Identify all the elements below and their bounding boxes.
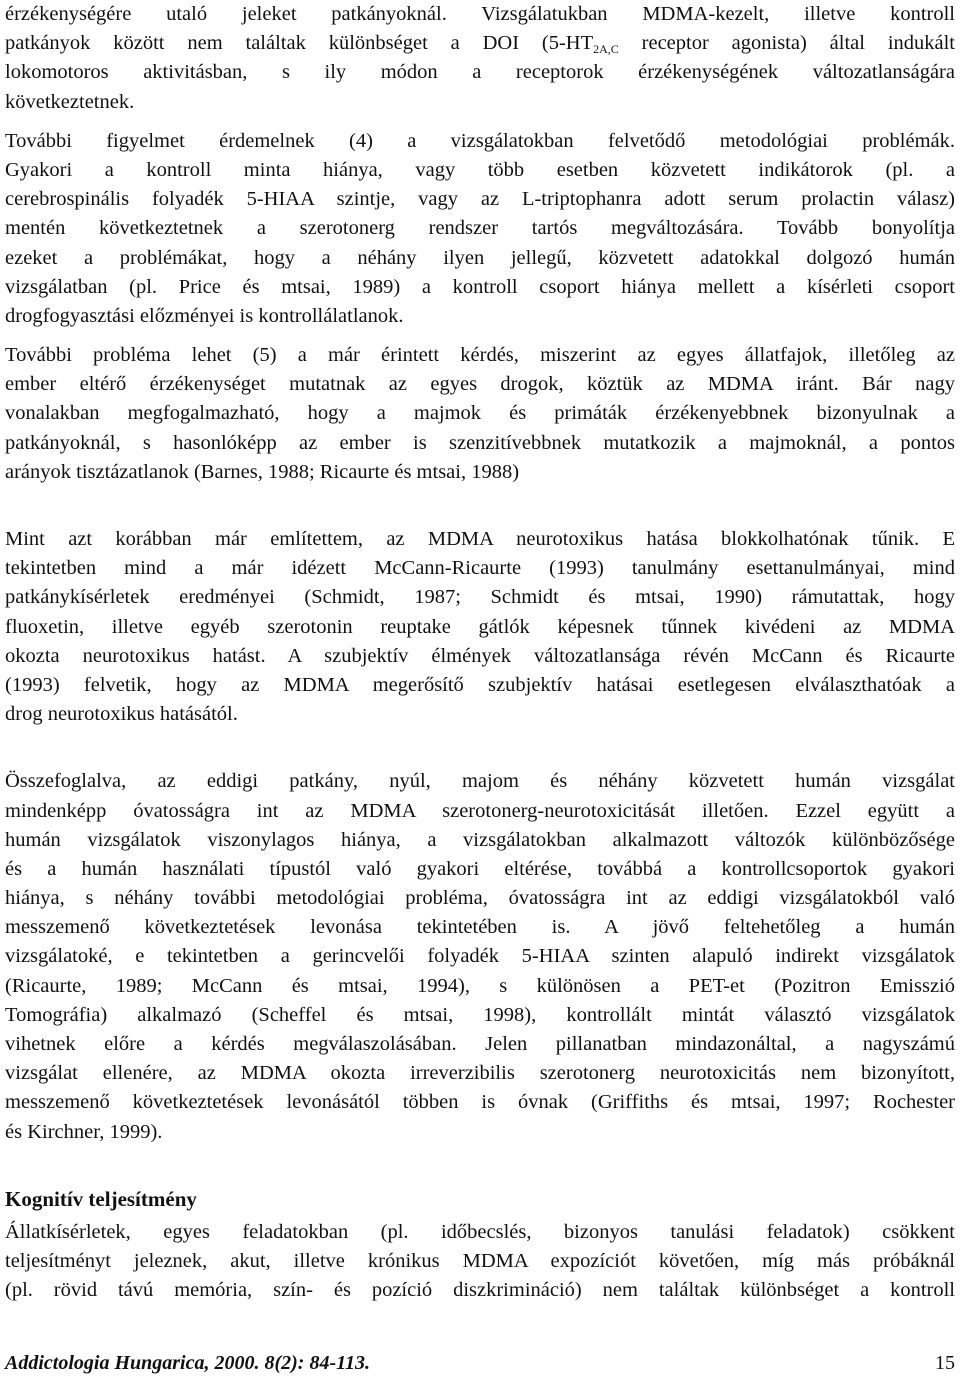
page-number: 15 <box>935 1352 955 1374</box>
document-page <box>5 0 955 1306</box>
text-line: arányok tisztázatlanok (Barnes, 1988; Ricaurte és mtsai, 1988) <box>5 460 520 483</box>
paragraph <box>5 1218 955 1306</box>
text-line: humán vizsgálatok viszonylagos hiánya, a vizsgálatokban alkalmazott változók különbözősége <box>5 828 955 851</box>
text-line: További probléma lehet (5) a már érintett kérdés, miszerint az egyes állatfajok, illetőleg az <box>5 344 955 367</box>
text-line: mentén következtetnek a szerotonerg rendszer tartós megváltozására. Tovább bonyolítja <box>5 217 955 240</box>
paragraph <box>5 525 955 729</box>
paragraph <box>5 767 955 1146</box>
text-line: teljesítményt jeleznek, akut, illetve krónikus MDMA expozíciót követően, míg más próbáknál <box>5 1250 955 1273</box>
text-line: vizsgálatoké, e tekintetben a gerincvelői folyadék 5-HIAA szinten alapuló indirekt vizsgálatok <box>5 945 955 968</box>
journal-issue-pages: (2): 84-113. <box>274 1352 371 1374</box>
text-line: (pl. rövid távú memória, szín- és pozíció diszkrimináció) nem találtak különbséget a kontroll <box>5 1279 955 1302</box>
text-line: Állatkísérletek, egyes feladatokban (pl. időbecslés, bizonyos tanulási feladatok) csökkent <box>5 1220 955 1243</box>
text-line: Összefoglalva, az eddigi patkány, nyúl, majom és néhány közvetett humán vizsgálat <box>5 770 955 793</box>
text-line: hiánya, s néhány további metodológiai probléma, óvatosságra int az eddigi vizsgálatokból való <box>5 887 955 910</box>
paragraph <box>5 0 955 117</box>
text-line: messzemenő következtetések levonásától többen is óvnak (Griffiths és mtsai, 1997; Rochester <box>5 1091 955 1114</box>
section-heading: Kognitív teljesítmény <box>5 1186 197 1211</box>
text-line: vihetnek előre a kérdés megválaszolásában. Jelen pillanatban mindazonáltal, a nagyszámú <box>5 1033 955 1055</box>
text-line: patkánykísérletek eredményei (Schmidt, 1987; Schmidt és mtsai, 1990) rámutattak, hogy <box>5 586 955 609</box>
text-segment: patkányok között nem találtak különbséget a DOI (5-HT <box>5 32 594 55</box>
text-line: További figyelmet érdemelnek (4) a vizsgálatokban felvetődő metodológiai problémák. <box>5 129 955 152</box>
paragraph <box>5 127 955 331</box>
text-line: érzékenységére utaló jeleket patkányoknál. Vizsgálatukban MDMA-kezelt, illetve kontroll <box>5 3 955 25</box>
text-segment: receptor agonista) által indukált <box>618 32 955 55</box>
subscript: 2A,C <box>593 42 619 57</box>
text-line: messzemenő következtetések levonása tekintetében is. A jövő feltehetőleg a humán <box>5 916 955 939</box>
text-line: (Ricaurte, 1989; McCann és mtsai, 1994), s különösen a PET-et (Pozitron Emisszió <box>5 974 955 997</box>
text-line: lokomotoros aktivitásban, s ily módon a receptorok érzékenységének változatlanságára <box>5 61 955 84</box>
text-line: ezeket a problémákat, hogy a néhány ilyen jellegű, közvetett adatokkal dolgozó humán <box>5 246 955 269</box>
journal-citation <box>5 1352 370 1374</box>
text-line: Gyakori a kontroll minta hiánya, vagy több esetben közvetett indikátorok (pl. a <box>5 158 955 181</box>
text-line: okozta neurotoxikus hatást. A szubjektív élmények változatlansága révén McCann és Ricaurte <box>5 644 955 667</box>
text-line: vizsgálatban (pl. Price és mtsai, 1989) a kontroll csoport hiánya mellett a kísérleti csoport <box>5 275 955 298</box>
text-line: vizsgálat ellenére, az MDMA okozta irreverzibilis szerotonerg neurotoxicitás nem bizonyított, <box>5 1062 955 1085</box>
text-line: drogfogyasztási előzményei is kontrollálatlanok. <box>5 304 404 327</box>
text-line: tekintetben mind a már idézett McCann-Ricaurte (1993) tanulmány esettanulmányai, mind <box>5 557 955 580</box>
text-line: cerebrospinális folyadék 5-HIAA szintje, vagy az L-triptophanra adott serum prolactin válasz) <box>5 188 955 211</box>
text-line: mindenképp óvatosságra int az MDMA szerotonerg-neurotoxicitását illetően. Ezzel együtt a <box>5 799 955 822</box>
text-line: következtetnek. <box>5 90 135 113</box>
page-footer <box>5 1351 955 1375</box>
text-line <box>5 29 955 58</box>
text-line: ember eltérő érzékenységet mutatnak az egyes drogok, köztük az MDMA iránt. Bár nagy <box>5 373 955 396</box>
text-line: vonalakban megfogalmazható, hogy a majmok és primáták érzékenyebbnek bizonyulnak a <box>5 402 955 425</box>
text-line: drog neurotoxikus hatásától. <box>5 703 238 726</box>
text-line: és Kirchner, 1999). <box>5 1120 163 1143</box>
text-line: fluoxetin, illetve egyéb szerotonin reuptake gátlók képesnek tűnnek kivédeni az MDMA <box>5 615 955 638</box>
journal-name: Addictologia Hungarica, 2000. <box>5 1352 265 1374</box>
text-line: és a humán használati típustól való gyakori eltérése, továbbá a kontrollcsoportok gyakori <box>5 857 955 880</box>
paragraph <box>5 341 955 487</box>
text-line: Tomográfia) alkalmazó (Scheffel és mtsai, 1998), kontrollált mintát választó vizsgálatok <box>5 1003 955 1026</box>
journal-volume: 8 <box>264 1352 275 1374</box>
text-line: patkányoknál, s hasonlóképp az ember is szenzitívebbnek mutatkozik a majmoknál, a pontos <box>5 431 955 454</box>
text-line: (1993) felvetik, hogy az MDMA megerősítő szubjektív hatásai esetlegesen elválaszthatóak a <box>5 673 955 696</box>
text-line: Mint azt korábban már említettem, az MDMA neurotoxikus hatása blokkolhatónak tűnik. E <box>5 528 955 550</box>
